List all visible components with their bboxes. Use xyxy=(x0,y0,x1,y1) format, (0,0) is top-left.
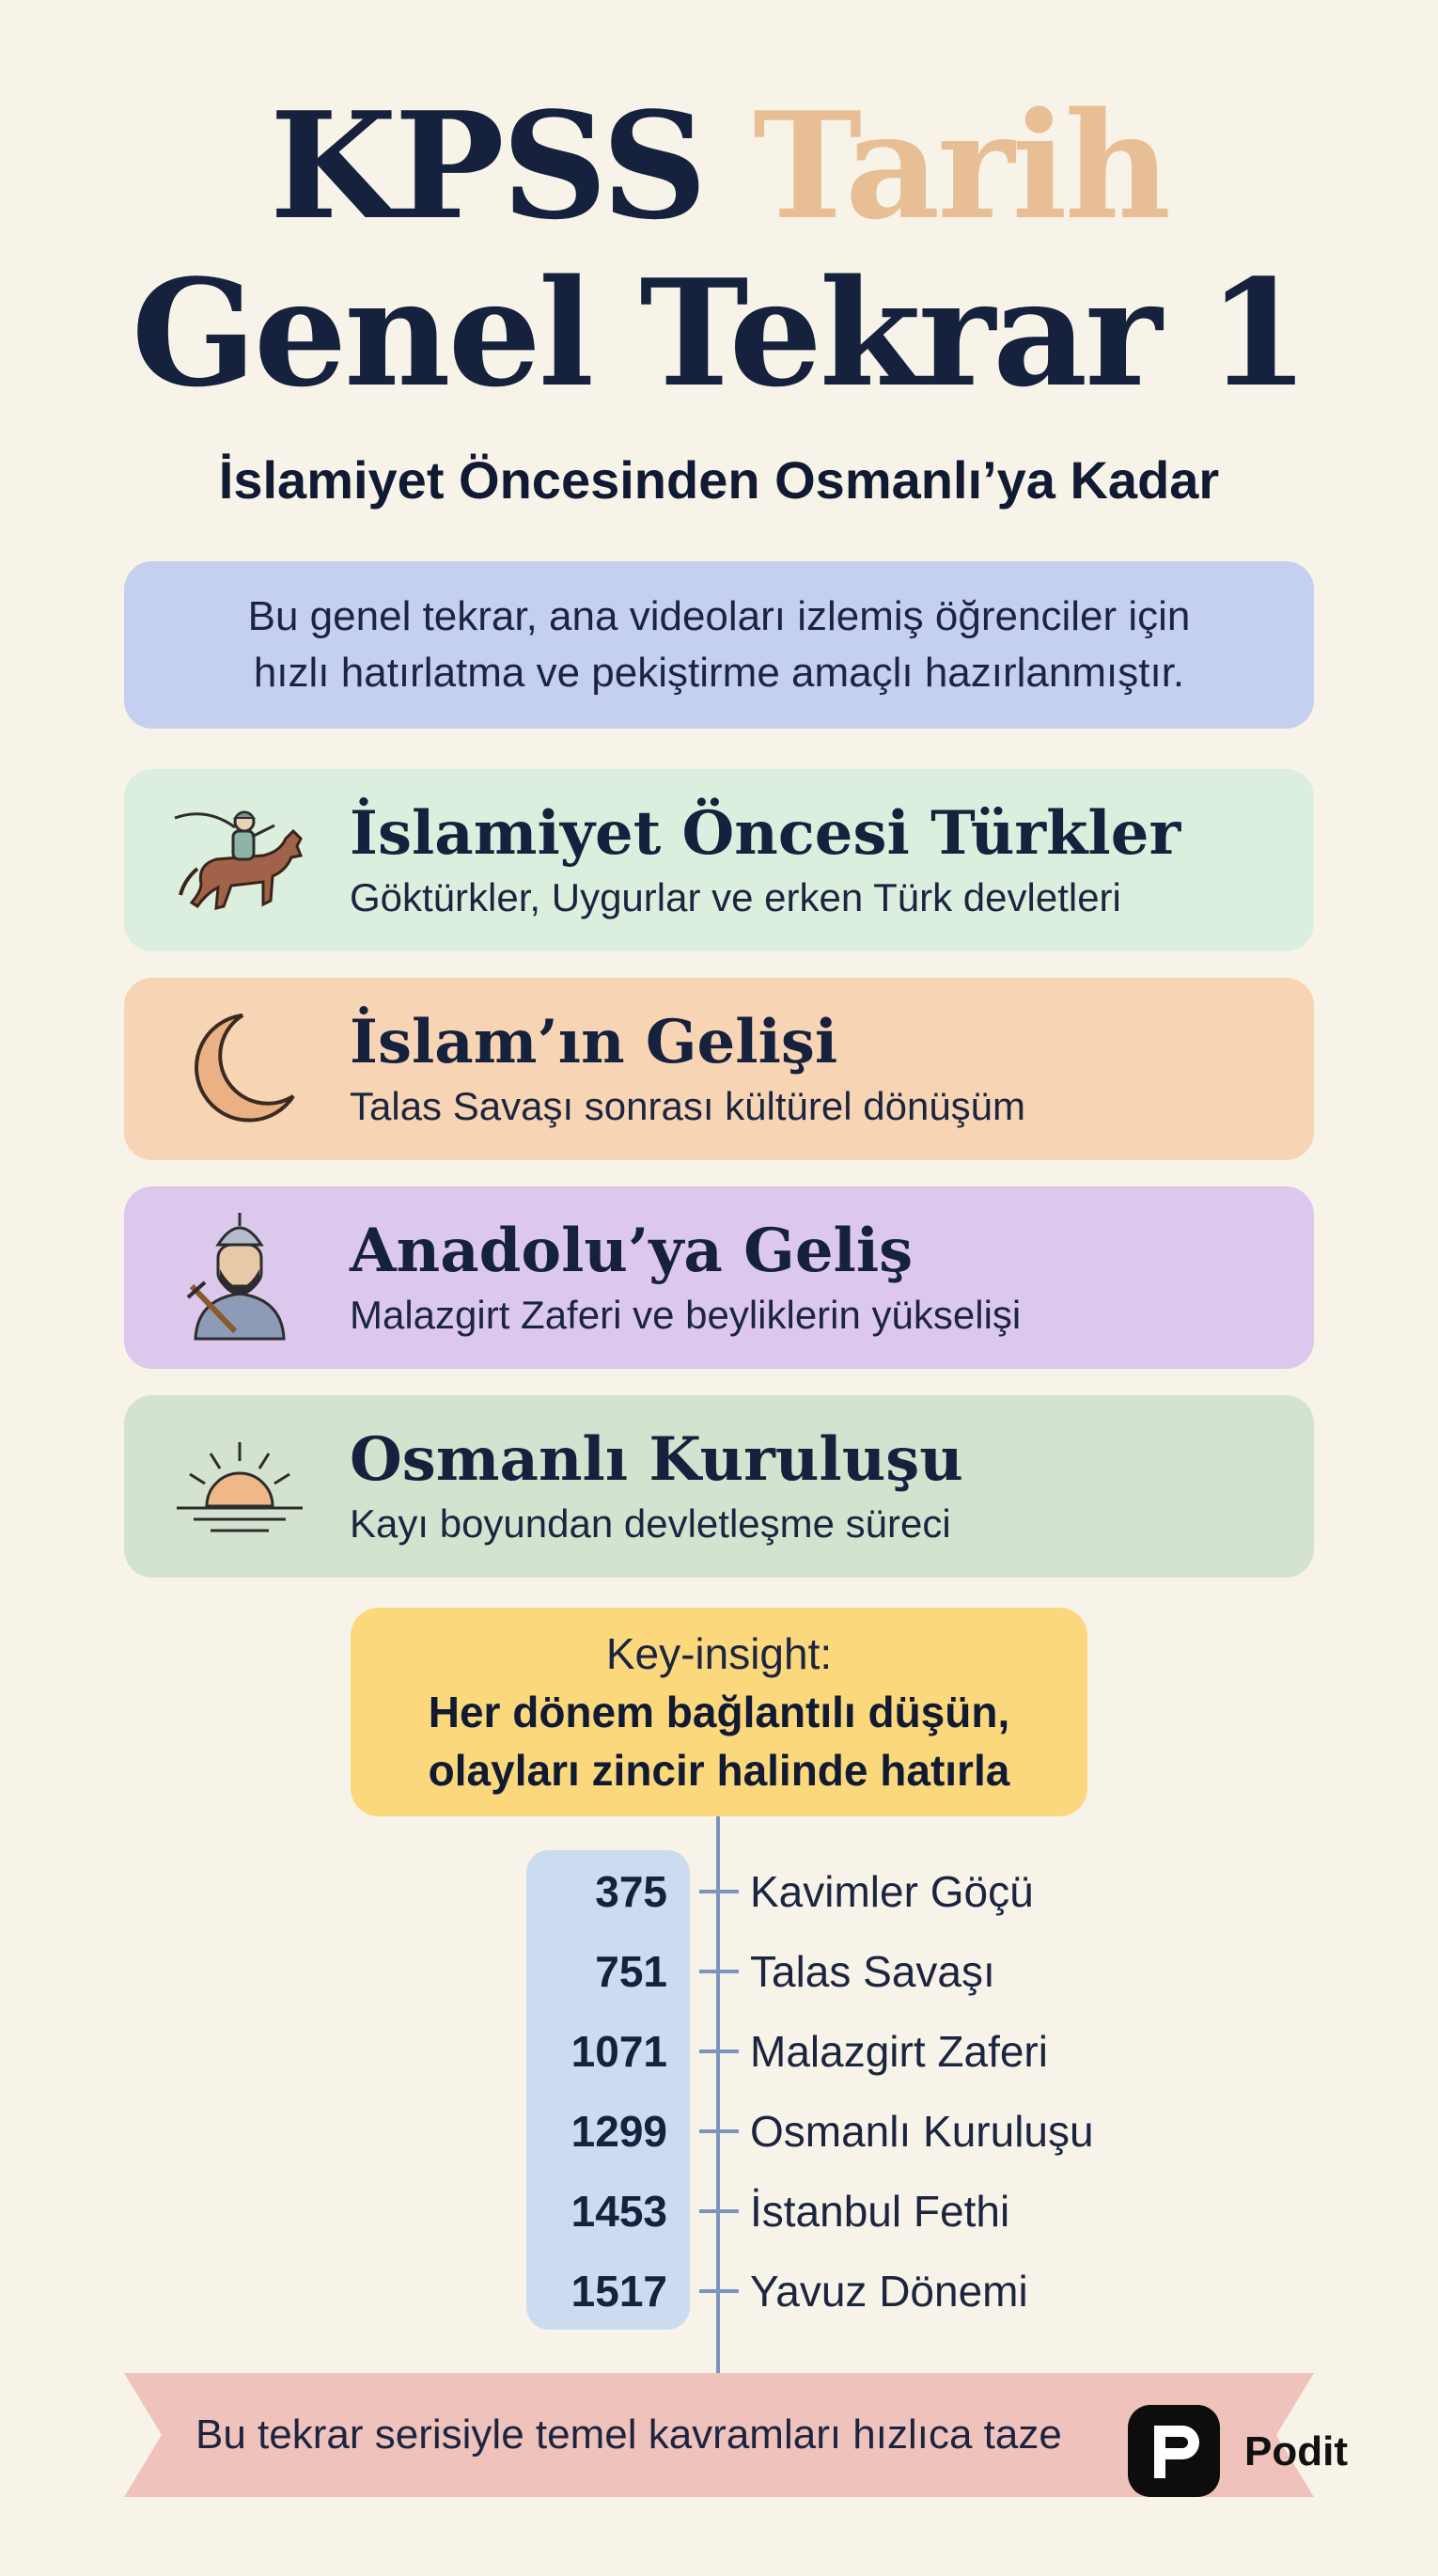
topic-card-islamin-gelisi xyxy=(124,978,1314,1160)
timeline-row xyxy=(0,1854,1438,1929)
title-line-1 xyxy=(0,80,1438,252)
topic-card-osmanli-kurulusu xyxy=(124,1395,1314,1578)
key-insight-line-1: Her dönem bağlantılı düşün, xyxy=(428,1688,1010,1736)
timeline-tick xyxy=(699,2050,739,2053)
topic-title: Anadolu’ya Geliş xyxy=(350,1216,914,1286)
timeline-event: Talas Savaşı xyxy=(750,1947,995,1996)
timeline-event: İstanbul Fethi xyxy=(750,2187,1010,2236)
topic-title: İslamiyet Öncesi Türkler xyxy=(350,798,1181,869)
topic-subtitle: Talas Savaşı sonrası kültürel dönüşüm xyxy=(350,1084,1026,1128)
timeline-year: 1299 xyxy=(571,2107,667,2156)
intro-line-1: Bu genel tekrar, ana videoları izlemiş öğrenciler için xyxy=(247,593,1191,639)
timeline-event: Kavimler Göçü xyxy=(750,1867,1034,1916)
timeline-row xyxy=(0,1934,1438,2009)
key-insight-line-2: olayları zincir halinde hatırla xyxy=(428,1746,1010,1795)
podit-logo-text: Podit xyxy=(1244,2428,1348,2474)
topic-title: İslam’ın Gelişi xyxy=(350,1007,838,1077)
timeline-year: 375 xyxy=(595,1867,667,1916)
intro-line-2: hızlı hatırlatma ve pekiştirme amaçlı hazırlanmıştır. xyxy=(253,650,1185,696)
page-subtitle: İslamiyet Öncesinden Osmanlı’ya Kadar xyxy=(218,450,1220,510)
timeline-tick xyxy=(699,1890,739,1893)
topic-title: Osmanlı Kuruluşu xyxy=(350,1424,963,1495)
podit-logo xyxy=(1128,2405,1372,2503)
timeline-year: 751 xyxy=(595,1947,667,1996)
timeline-row xyxy=(0,2014,1438,2089)
intro-box xyxy=(124,561,1314,729)
timeline-year: 1071 xyxy=(571,2027,667,2076)
podit-logo-icon xyxy=(1128,2405,1220,2497)
timeline-event: Yavuz Dönemi xyxy=(750,2267,1028,2316)
title-tarih: Tarih xyxy=(752,80,1169,252)
warrior-icon xyxy=(169,1207,310,1348)
timeline-tick xyxy=(699,2209,739,2213)
topic-subtitle: Malazgirt Zaferi ve beyliklerin yükselişi xyxy=(350,1293,1022,1337)
footer-text: Bu tekrar serisiyle temel kavramları hızlıca taze xyxy=(195,2411,1062,2458)
title-kpss: KPSS xyxy=(269,80,705,252)
timeline-year: 1517 xyxy=(571,2267,667,2316)
timeline-event: Malazgirt Zaferi xyxy=(750,2027,1048,2076)
timeline-tick xyxy=(699,2129,739,2133)
crescent-moon-icon xyxy=(169,998,310,1139)
timeline-event: Osmanlı Kuruluşu xyxy=(750,2107,1094,2156)
sunrise-icon xyxy=(169,1416,310,1557)
timeline-row xyxy=(0,2254,1438,2329)
timeline-row xyxy=(0,2094,1438,2169)
topic-card-anadoluya-gelis xyxy=(124,1186,1314,1369)
horse-archer-icon xyxy=(169,790,310,931)
timeline-row xyxy=(0,2174,1438,2249)
topic-subtitle: Göktürkler, Uygurlar ve erken Türk devletleri xyxy=(350,875,1121,919)
timeline-tick xyxy=(699,1970,739,1973)
title-line-2: Genel Tekrar 1 xyxy=(131,247,1307,419)
key-insight-box xyxy=(351,1608,1087,1816)
topic-subtitle: Kayı boyundan devletleşme süreci xyxy=(350,1501,951,1546)
timeline-tick xyxy=(699,2289,739,2293)
page-title xyxy=(0,80,1438,419)
timeline-year: 1453 xyxy=(571,2187,667,2236)
topic-card-islamiyet-oncesi xyxy=(124,769,1314,951)
key-insight-label: Key-insight: xyxy=(605,1629,833,1678)
